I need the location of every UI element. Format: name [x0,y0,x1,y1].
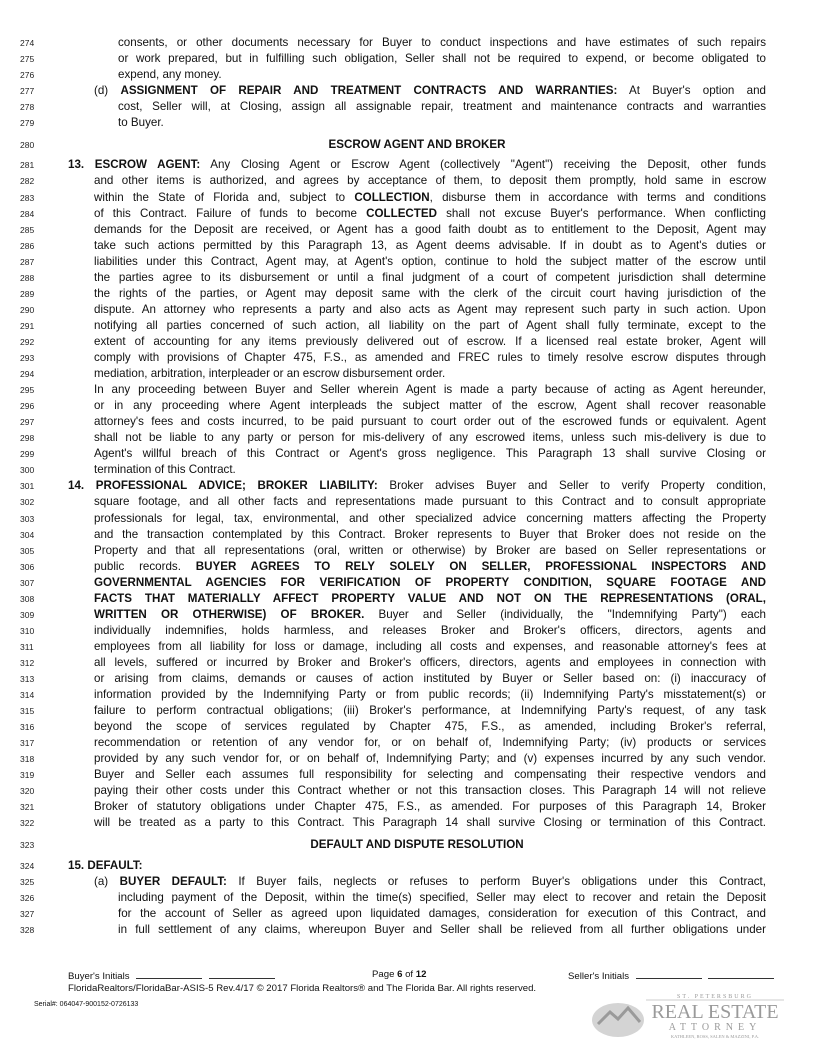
document-line [0,350,816,366]
seller-initial-blank-2[interactable] [708,969,774,979]
document-line [0,318,816,334]
document-line [0,334,816,350]
section-heading: ESCROW AGENT AND BROKER [328,138,506,152]
logo-line1: ST. PETERSBURG [677,994,753,1000]
line-text: to Buyer. [118,116,164,130]
line-number: 290 [20,304,35,315]
document-line [0,655,816,671]
document-line [0,623,816,639]
line-text: within the State of Florida and, subject to COLLECTION, disburse them in accordance with terms and conditions [94,190,766,204]
document-line [0,607,816,623]
line-text: (a) BUYER DEFAULT: If Buyer fails, neglects or refuses to perform Buyer's obligations under this Contract, [94,874,766,888]
line-number: 293 [20,353,35,363]
line-text: or in any proceeding where Agent interpleads the subject matter of the escrow, Agent shall recover reasonable [94,399,766,413]
line-number: 324 [20,860,35,871]
line-number: 302 [20,497,35,508]
document-line [0,922,816,938]
line-text: the rights of the parties, or Agent may deposit same with the clerk of the circuit court having jurisdiction of the [94,286,766,300]
line-text: WRITTEN OR OTHERWISE) OF BROKER. Buyer and Seller (individually, the "Indemnifying Party") each [94,607,766,621]
line-number: 287 [20,256,35,267]
line-text: liabilities under this Contract, Agent may, at Agent's option, continue to hold the subject matter of the escrow until [94,254,766,268]
line-text: extent of accounting for any items previously delivered out of escrow. If a licensed real estate broker, Agent will [94,334,766,348]
line-number: 321 [20,802,35,813]
line-number: 275 [20,54,35,64]
document-line [0,190,816,206]
line-number: 316 [20,722,35,733]
line-number: 319 [20,770,35,781]
line-number: 298 [20,433,35,444]
document-line [0,414,816,430]
logo-line3: ATTORNEY [668,1022,762,1033]
document-line [0,815,816,831]
line-text: paying their other costs under this Contract whether or not this transaction closes. This Paragraph 14 will not relieve [94,784,766,798]
line-text: information provided by the Indemnifying Party or from public records; (ii) Indemnifying Party's misstatement(s) or [94,688,766,701]
line-text: Property and that all representations (oral, written or otherwise) by Broker are based on Seller representations or [94,543,766,557]
line-number: 284 [20,208,35,219]
line-number: 280 [20,140,35,151]
line-number: 320 [20,786,35,797]
line-number: 291 [20,320,35,331]
document-line [0,751,816,767]
line-text: shall not be liable to any party or person for mis-delivery of any escrowed items, unless such mis-delivery is due to [94,431,766,445]
document-line [0,430,816,446]
sellers-initials: Seller's Initials [568,969,774,982]
line-text: and other items is authorized, and agrees by acceptance of them, to deposit them promptly, hold same in escrow [94,174,766,188]
serial-number: Serial#: 064047-900152-0726133 [34,1001,139,1008]
line-number: 288 [20,272,35,283]
line-number: 304 [20,529,35,540]
buyers-initials: Buyer's Initials [68,969,275,982]
document-line [0,238,816,254]
line-text: or arising from claims, demands or causes of action instituted by Buyer or Seller based on: (i) inaccuracy of [94,671,766,685]
line-text: including payment of the Deposit, within the time(s) specified, Seller may elect to recover and retain the Deposit [118,890,766,904]
document-line [0,703,816,719]
line-number: 309 [20,609,35,620]
line-text: all levels, suffered or incurred by Broker and Broker's officers, directors, agents and employees in connection with [94,655,766,669]
line-number: 308 [20,593,35,604]
line-number: 278 [20,102,35,113]
document-line [0,51,816,67]
document-line [0,639,816,655]
line-text: FACTS THAT MATERIALLY AFFECT PROPERTY VALUE AND NOT ON THE REPRESENTATIONS (ORAL, [94,591,766,605]
line-number: 296 [20,401,35,412]
document-line [0,83,816,99]
line-text: public records. BUYER AGREES TO RELY SOLELY ON SELLER, PROFESSIONAL INSPECTORS AND [94,559,766,573]
line-text: GOVERNMENTAL AGENCIES FOR VERIFICATION OF PROPERTY CONDITION, SQUARE FOOTAGE AND [94,575,766,589]
document-line [0,206,816,222]
document-line [0,478,816,494]
line-number: 277 [20,86,35,97]
line-text: demands for the Deposit are received, or Agent has a good faith doubt as to entitlement to the Deposit, Agent may [94,222,766,236]
document-line [0,527,816,543]
line-number: 326 [20,892,35,903]
document-line [0,462,816,478]
line-text: Agent's willful breach of this Contract or Agent's gross negligence. This Paragraph 13 shall survive Closing or [94,447,766,461]
line-number: 327 [20,908,35,919]
line-number: 314 [20,690,35,700]
line-number: 300 [20,465,35,476]
line-text: recommendation or retention of any vendor for, or on behalf of, Indemnifying Party; (iv) products or services [94,736,766,750]
document-line [0,767,816,783]
line-number: 328 [20,924,35,935]
line-number: 289 [20,288,35,299]
line-text: cost, Seller will, at Closing, assign all assignable repair, treatment and maintenance contracts and warranties [118,100,766,114]
line-text: the parties agree to its disbursement or until a final judgment of a court of competent jurisdiction shall determine [94,270,766,284]
line-number: 307 [20,577,35,588]
document-line [0,799,816,815]
document-line [0,270,816,286]
line-number: 294 [20,369,35,379]
line-number: 279 [20,118,35,129]
document-line [0,398,816,414]
line-text: of this Contract. Failure of funds to become COLLECTED shall not excuse Buyer's performance. When conflicting [94,206,767,220]
line-number: 312 [20,657,35,668]
line-number: 295 [20,385,35,396]
line-number: 282 [20,176,35,187]
line-text: will be treated as a party to this Contract. This Paragraph 14 shall survive Closing or termination of this Contract. [94,816,766,830]
seller-initial-blank-1[interactable] [636,969,702,979]
line-text: mediation, arbitration, interpleader or an escrow disbursement order. [94,367,446,380]
document-line [0,858,816,874]
document-line [0,222,816,238]
buyer-initial-blank-1[interactable] [136,969,202,979]
line-number: 323 [20,840,35,851]
document-line [0,302,816,318]
line-number: 311 [20,641,34,652]
line-number: 306 [20,561,35,572]
line-number: 276 [20,70,35,81]
document-line [0,735,816,751]
section-heading: DEFAULT AND DISPUTE RESOLUTION [310,838,524,852]
document-line [0,837,816,853]
line-number: 303 [20,513,35,524]
form-copyright-line: FloridaRealtors/FloridaBar-ASIS-5 Rev.4/17 © 2017 Florida Realtors® and The Florida Bar. All rights reserved. [68,983,537,994]
document-line [0,575,816,591]
logo-emblem-icon [588,990,788,1042]
document-line [0,874,816,890]
line-number: 325 [20,876,35,887]
line-text: dispute. An attorney who represents a party and also acts as Agent may represent such party in such action. Upon [94,302,766,316]
line-number: 317 [20,738,35,749]
line-number: 322 [20,818,35,829]
line-text: expend, any money. [118,68,222,82]
document-line [0,671,816,687]
line-text: provided by any such vendor for, or on behalf of, Indemnifying Party; and (v) expenses incurred by any such vendor. [94,752,766,766]
logo-line2: REAL ESTATE [651,1001,779,1023]
line-text: Buyer and Seller each assumes full responsibility for selecting and compensating their respective vendors and [94,768,766,782]
line-text: for the account of Seller as agreed upon liquidated damages, consideration for execution of this Contract, and [118,906,766,920]
line-text: beyond the scope of services regulated by Chapter 475, F.S., as amended, including Broker's referral, [94,720,766,734]
document-line [0,99,816,115]
page-indicator: Page 6 of 12 [372,969,427,980]
line-text: square footage, and all other facts and representations made pursuant to this Contract and to consult appropriate [94,495,766,509]
line-number: 297 [20,417,35,428]
document-line [0,35,816,51]
line-text: and the transaction contemplated by this Contract. Broker represents to Buyer that Broker does not reside on the [94,527,766,541]
line-text: 14. PROFESSIONAL ADVICE; BROKER LIABILITY: Broker advises Buyer and Seller to verify Property condition, [68,479,766,493]
line-number: 281 [20,160,35,171]
line-text: 13. ESCROW AGENT: Any Closing Agent or Escrow Agent (collectively "Agent") receiving the Deposit, other funds [68,158,766,172]
document-line [0,543,816,559]
line-number: 318 [20,754,35,765]
document-line [0,446,816,462]
document-line [0,906,816,922]
line-text: (d) ASSIGNMENT OF REPAIR AND TREATMENT CONTRACTS AND WARRANTIES: At Buyer's option and [94,84,766,98]
document-line [0,687,816,703]
line-text: take such actions permitted by this Paragraph 13, as Agent deems advisable. If in doubt as to Agent's duties or [94,238,766,252]
buyer-initial-blank-2[interactable] [209,969,275,979]
line-text: comply with provisions of Chapter 475, F.S., as amended and FREC rules to timely resolve escrow disputes through [94,351,766,364]
document-line [0,254,816,270]
line-text: Broker of statutory obligations under Chapter 475, F.S., as amended. For purposes of this Paragraph 14, Broker [94,800,766,814]
document-line [0,137,816,153]
line-text: in full settlement of any claims, whereupon Buyer and Seller shall be relieved from all further obligations under [118,922,766,936]
document-line [0,67,816,83]
line-number: 286 [20,240,35,251]
line-number: 274 [20,38,35,48]
document-line [0,719,816,735]
document-line [0,157,816,173]
line-text: professionals for legal, tax, environmental, and other specialized advice concerning matters affecting the Property [94,511,766,525]
document-line [0,382,816,398]
line-number: 313 [20,673,35,684]
real-estate-attorney-logo [588,990,788,1042]
document-line [0,115,816,131]
document-line [0,286,816,302]
document-line [0,494,816,510]
line-text: In any proceeding between Buyer and Seller wherein Agent is made a party because of acting as Agent hereunder, [94,383,766,397]
line-text: employees from all liability for loss or damage, including all costs and expenses, and reasonable attorney's fees at [94,639,766,653]
line-number: 315 [20,706,35,716]
logo-line4: KATHLEEN, ROSS, SALEN & MAZZINI, P.A. [670,1034,760,1039]
line-text: termination of this Contract. [94,463,236,477]
line-text: notifying all parties concerned of such action, all liability on the part of Agent shall fully terminate, except to the [94,318,766,332]
line-text: failure to perform contractual obligations; (iii) Broker's performance, at Indemnifying Party's request, of any task [94,704,766,717]
line-text: 15. DEFAULT: [68,858,143,872]
line-text: consents, or other documents necessary for Buyer to conduct inspections and have estimates of such repairs [118,36,766,49]
line-number: 301 [20,481,35,492]
line-text: attorney's fees and costs incurred, to be paid pursuant to court order out of the escrowed funds or equivalent. Agent [94,415,766,429]
document-line [0,366,816,382]
line-number: 285 [20,224,35,235]
line-number: 310 [20,625,35,636]
document-line [0,783,816,799]
line-number: 305 [20,545,35,556]
line-number: 292 [20,336,35,347]
document-line [0,890,816,906]
line-text: or work prepared, but in fulfilling such obligation, Seller shall not be required to expend, or become obligated to [118,52,766,65]
document-line [0,511,816,527]
line-number: 283 [20,192,35,203]
document-line [0,591,816,607]
document-line [0,173,816,189]
line-text: individually indemnifies, holds harmless, and releases Broker and Broker's officers, directors, agents and [94,623,766,637]
line-number: 299 [20,449,35,460]
document-line [0,559,816,575]
